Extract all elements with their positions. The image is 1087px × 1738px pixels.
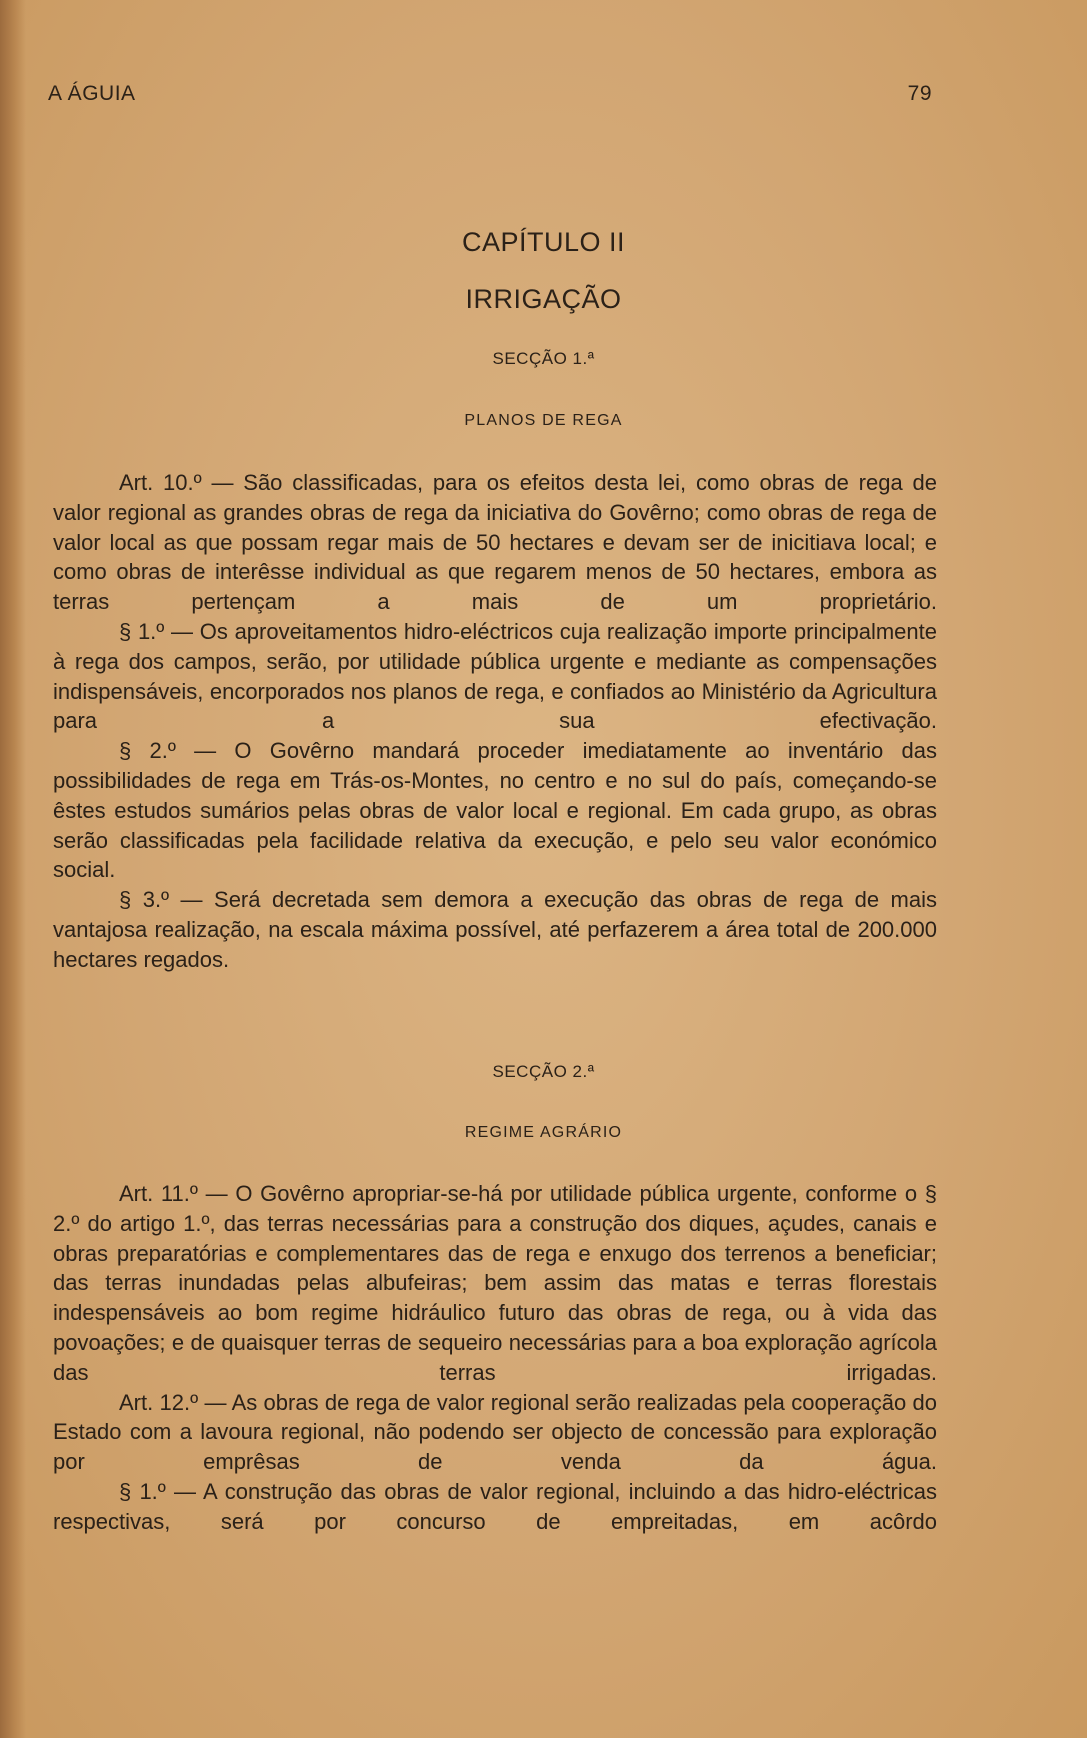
article-10-paragraph: Art. 10.º — São classificadas, para os efeitos desta lei, como obras de rega de valor regional as grandes obras de rega da iniciativa do Govêrno; como obras de rega de valor local as que possam regar mais de 50 hectares e devam ser de inicitiava local; e como obras de interêsse individual as que regarem menos de 50 hectares, embora as terras pertençam a mais de um proprietário. xyxy=(53,470,937,615)
section-2-body xyxy=(53,1179,937,1537)
article-12-paragraph-1: § 1.º — A construção das obras de valor regional, incluindo a das hidro-eléctricas respectivas, será por concurso de empreitadas, em acôrdo xyxy=(53,1478,937,1534)
article-11-paragraph: Art. 11.º — O Govêrno apropriar-se-há por utilidade pública urgente, conforme o § 2.º do artigo 1.º, das terras necessárias para a construção dos diques, açudes, canais e obras preparatórias e complementares das de rega e enxugo dos terrenos a beneficiar; das terras inundadas pelas albufeiras; bem assim das matas e terras florestais indespensáveis ao bom regime hidráulico futuro das obras de rega, ou à vida das povoações; e de quaisquer terras de sequeiro necessárias para a boa exploração agrícola das terras irrigadas. xyxy=(53,1181,937,1385)
page-left-edge-shadow xyxy=(0,0,26,1738)
page-header xyxy=(48,82,932,112)
page-number: 79 xyxy=(907,82,932,105)
chapter-subject: IRRIGAÇÃO xyxy=(465,284,622,314)
article-12-paragraph: Art. 12.º — As obras de rega de valor regional serão realizadas pela cooperação do Estado com a lavoura regional, não podendo ser objecto de concessão para exploração por emprêsas de venda da água. xyxy=(53,1389,937,1475)
section-2-subtitle: REGIME AGRÁRIO xyxy=(464,1124,623,1141)
chapter-title: CAPÍTULO II xyxy=(461,227,626,257)
section-1-label: SECÇÃO 1.ª xyxy=(492,349,595,368)
section-1-body xyxy=(53,468,937,975)
article-10-paragraph-2: § 2.º — O Govêrno mandará proceder imediatamente ao inventário das possibilidades de rega em Trás-os-Montes, no centro e no sul do país, começando-se êstes estudos sumários pelas obras de valor local e regional. Em cada grupo, as obras serão classificadas pela facilidade relativa da execução, e pelo seu valor económico social. xyxy=(53,738,937,883)
running-head: A ÁGUIA xyxy=(48,82,136,105)
section-1-subtitle: PLANOS DE REGA xyxy=(464,412,623,429)
article-10-paragraph-1: § 1.º — Os aproveitamentos hidro-eléctricos cuja realização importe principalmente à rega dos campos, serão, por utilidade pública urgente e mediante as compensações indispensáveis, encorporados nos planos de rega, e confiados ao Ministério da Agricultura para a sua efectivação. xyxy=(53,618,937,734)
article-10-paragraph-3: § 3.º — Será decretada sem demora a execução das obras de rega de mais vantajosa realização, na escala máxima possível, até perfazerem a área total de 200.000 hectares regados. xyxy=(53,887,937,972)
section-2-label: SECÇÃO 2.ª xyxy=(492,1062,595,1081)
